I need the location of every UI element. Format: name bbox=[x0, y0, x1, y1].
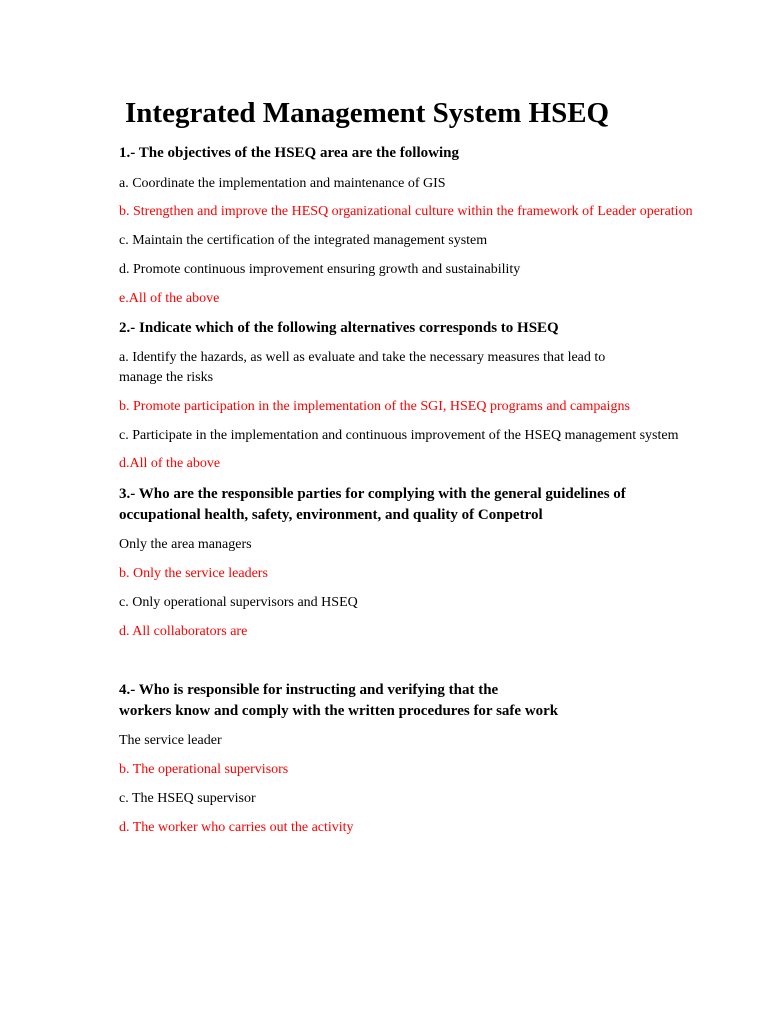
question-1-option-b: b. Strengthen and improve the HESQ organizational culture within the framework of Leader operation bbox=[119, 204, 693, 219]
question-3-option-b: b. Only the service leaders bbox=[119, 566, 268, 581]
question-4-prompt-line-1: 4.- Who is responsible for instructing and verifying that the bbox=[119, 682, 499, 698]
question-2-option-d: d.All of the above bbox=[119, 456, 221, 471]
question-3-option-d: d. All collaborators are bbox=[119, 624, 248, 639]
question-4-option-c: c. The HSEQ supervisor bbox=[119, 791, 256, 806]
question-2-option-c: c. Participate in the implementation and continuous improvement of the HSEQ management system bbox=[119, 428, 679, 443]
question-4-option-d: d. The worker who carries out the activity bbox=[119, 820, 354, 835]
question-2-option-a-line-2: manage the risks bbox=[119, 370, 214, 385]
page-title: Integrated Management System HSEQ bbox=[125, 97, 610, 129]
question-3-option-a: Only the area managers bbox=[119, 537, 252, 552]
question-1-option-d: d. Promote continuous improvement ensuring growth and sustainability bbox=[119, 262, 521, 277]
question-3-prompt-line-1: 3.- Who are the responsible parties for complying with the general guidelines of bbox=[119, 486, 626, 502]
question-2-option-a-line-1: a. Identify the hazards, as well as evaluate and take the necessary measures that lead to bbox=[119, 350, 606, 365]
question-4-option-b: b. The operational supervisors bbox=[119, 762, 289, 777]
question-3-option-c: c. Only operational supervisors and HSEQ bbox=[119, 595, 358, 610]
question-4-prompt-line-2: workers know and comply with the written procedures for safe work bbox=[119, 703, 559, 719]
question-1-option-a: a. Coordinate the implementation and maintenance of GIS bbox=[119, 176, 446, 191]
question-1-prompt: 1.- The objectives of the HSEQ area are the following bbox=[119, 145, 459, 161]
question-4-option-a: The service leader bbox=[119, 733, 222, 748]
question-2-option-b: b. Promote participation in the implementation of the SGI, HSEQ programs and campaigns bbox=[119, 399, 630, 414]
question-3-prompt-line-2: occupational health, safety, environment, and quality of Conpetrol bbox=[119, 507, 543, 523]
question-2-prompt: 2.- Indicate which of the following alternatives corresponds to HSEQ bbox=[119, 320, 559, 336]
question-1-option-e: e.All of the above bbox=[119, 291, 220, 306]
question-1-option-c: c. Maintain the certification of the integrated management system bbox=[119, 233, 488, 248]
